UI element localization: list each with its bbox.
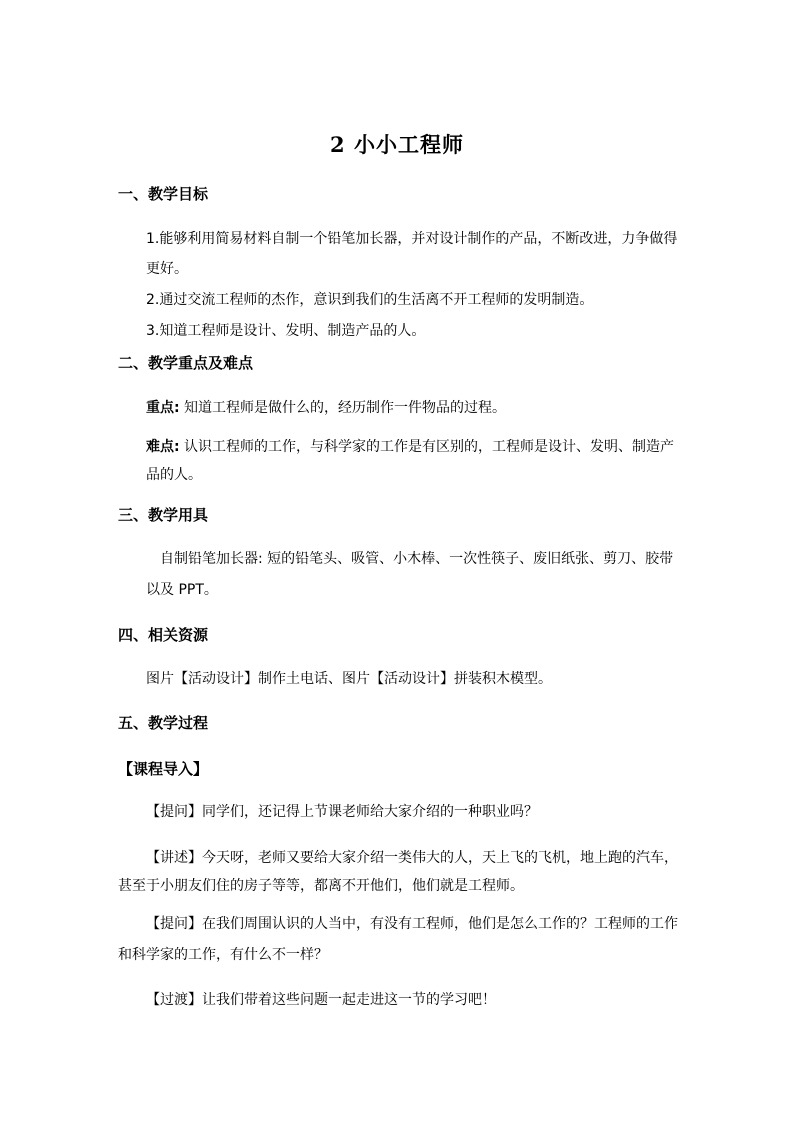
goal-item-1-line-2: 更好。: [146, 261, 188, 277]
section-heading-focus: 二、教学重点及难点: [118, 354, 254, 372]
key-point-label: 重点:: [146, 400, 180, 416]
section-heading-resources: 四、相关资源: [118, 626, 209, 644]
process-paragraph-2-line-1: 【讲述】今天呀，老师又要给大家介绍一类伟大的人，天上飞的飞机，地上跑的汽车，: [146, 850, 678, 866]
key-point: [146, 398, 506, 418]
document-title: 2 小小工程师: [330, 132, 464, 157]
process-paragraph-3-line-1: 【提问】在我们周围认识的人当中，有没有工程师，他们是怎么工作的？工程师的工作: [146, 916, 678, 932]
process-paragraph-4: 【过渡】让我们带着这些问题一起走进这一节的学习吧！: [146, 992, 496, 1008]
tools-line-2: 以及 PPT。: [146, 582, 218, 598]
difficulty-point-line-1: [146, 437, 674, 457]
process-paragraph-2-line-2: 甚至于小朋友们住的房子等等，都离不开他们，他们就是工程师。: [118, 878, 524, 894]
subheading-course-intro: 【课程导入】: [118, 760, 209, 778]
resources-text: 图片【活动设计】制作土电话、图片【活动设计】拼装积木模型。: [146, 671, 552, 687]
goal-item-1-line-1: 1.能够利用简易材料自制一个铅笔加长器，并对设计制作的产品，不断改进，力争做得: [146, 231, 678, 247]
section-heading-tools: 三、教学用具: [118, 506, 209, 524]
tools-line-1: 自制铅笔加长器: 短的铅笔头、吸管、小木棒、一次性筷子、废旧纸张、剪刀、胶带: [160, 551, 674, 567]
difficulty-label: 难点:: [146, 439, 180, 455]
section-heading-process: 五、教学过程: [118, 714, 209, 732]
difficulty-point-line-2: 品的人。: [146, 467, 202, 483]
process-paragraph-1: 【提问】同学们，还记得上节课老师给大家介绍的一种职业吗？: [146, 804, 538, 820]
key-point-text: 知道工程师是做什么的，经历制作一件物品的过程。: [179, 400, 507, 416]
section-heading-goals: 一、教学目标: [118, 185, 209, 203]
difficulty-text: 认识工程师的工作，与科学家的工作是有区别的，工程师是设计、发明、制造产: [179, 439, 675, 455]
goal-item-3: 3.知道工程师是设计、发明、制造产品的人。: [146, 323, 426, 339]
process-paragraph-3-line-2: 和科学家的工作，有什么不一样？: [118, 947, 328, 963]
goal-item-2: 2.通过交流工程师的杰作，意识到我们的生活离不开工程师的发明制造。: [146, 292, 594, 308]
